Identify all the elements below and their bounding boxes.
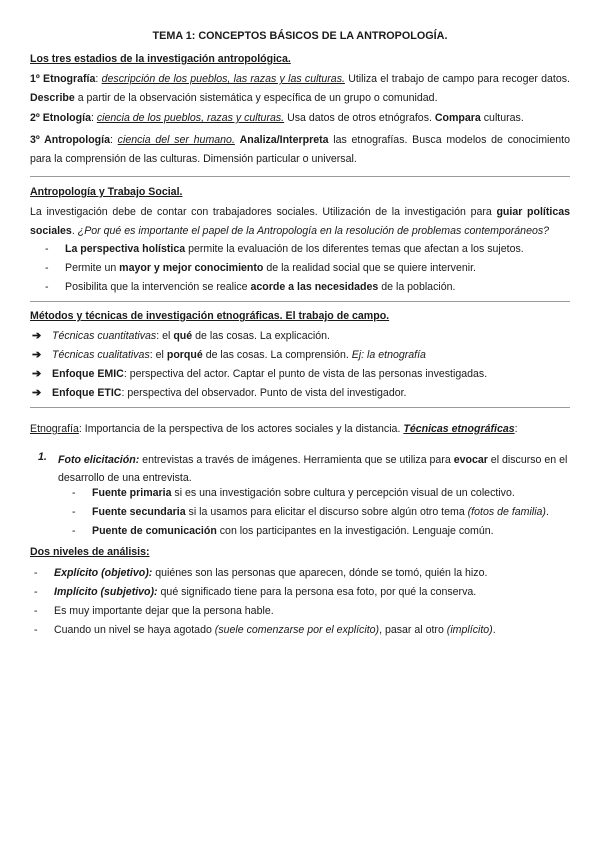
colon: :: [90, 112, 97, 124]
etnologia-definition: ciencia de los pueblos, razas y culturas.: [96, 112, 285, 124]
guiar-politicas-bold: guiar políticas sociales: [30, 206, 570, 237]
dash-marker: -: [45, 281, 49, 293]
etnologia-text-2: culturas.: [480, 112, 524, 124]
item-bold: Puente de comunicación: [92, 525, 217, 537]
item-text: perspectiva del actor. Captar el punto de vista de las personas investigadas.: [126, 368, 488, 380]
item-text: el: [152, 349, 167, 361]
compara-bold: Compara: [434, 112, 481, 124]
colon: :: [156, 330, 160, 342]
paragraph-antropologia: [30, 131, 570, 169]
dash-marker: -: [34, 567, 38, 579]
item-text: si es una investigación sobre cultura y percepción visual de un colectivo.: [171, 487, 515, 499]
section-heading-niveles: Dos niveles de análisis:: [30, 546, 150, 558]
arrow-right-icon: ➔: [32, 368, 42, 380]
colon: :: [149, 349, 153, 361]
item-text: de las cosas. La comprensión.: [202, 349, 352, 361]
item-bold: La perspectiva holística: [65, 243, 186, 255]
list-item: [45, 278, 565, 297]
item-italic: (suele comenzarse por el explícito): [214, 624, 380, 636]
list-item: [45, 240, 565, 259]
trabajo-social-list: [45, 240, 565, 297]
etnografia-definition: descripción de los pueblos, las razas y las culturas.: [101, 73, 345, 85]
item-text: permite la evaluación de los diferentes temas que afectan a los sujetos.: [185, 243, 524, 255]
dot: .: [71, 225, 78, 237]
item-bold-label: Enfoque ETIC: [52, 387, 122, 399]
etnologia-text: Usa datos de otros etnógrafos.: [284, 112, 435, 124]
item-bold: Fuente secundaria: [92, 506, 186, 518]
item-text: si la usamos para elicitar el discurso sobre algún otro tema: [185, 506, 468, 518]
dot: .: [545, 506, 549, 518]
list-item: [32, 327, 552, 346]
item-text: , pasar al otro: [379, 624, 447, 636]
dot: .: [492, 624, 496, 636]
section-heading-trabajo-social: Antropología y Trabajo Social.: [30, 186, 183, 198]
question-italic: ¿Por qué es importante el papel de la Antropología en la resolución de problemas contemporáneos?: [77, 225, 550, 237]
etnografia-text-2: a partir de la observación sistemática y específica de un grupo o comunidad.: [74, 92, 438, 104]
item-text: Permite un: [65, 262, 120, 274]
antropologia-text: las etnografías. Busca modelos de conocimiento para la comprensión de las culturas. Dimensión particular o universal.: [30, 134, 571, 165]
section-heading-metodos: Métodos y técnicas de investigación etnográficas. El trabajo de campo.: [30, 310, 390, 322]
divider: [30, 407, 570, 408]
dash-marker: -: [34, 605, 38, 617]
item-text: de la población.: [378, 281, 456, 293]
item-italic-label: Técnicas cualitativas: [52, 349, 150, 361]
paragraph-etnografia-tecnicas: [30, 420, 570, 439]
list-item: [72, 522, 570, 541]
item-bold: mayor y mejor conocimiento: [119, 262, 264, 274]
dash-marker: -: [45, 262, 49, 274]
trabajo-social-text: La investigación debe de contar con trabajadores sociales. Utilización de la investigación para: [30, 206, 497, 218]
foto-sublist: [72, 484, 570, 541]
antropologia-definition: ciencia del ser humano.: [117, 134, 235, 146]
section-heading-estadios: Los tres estadios de la investigación antropológica.: [30, 53, 291, 65]
colon: :: [121, 387, 125, 399]
dash-marker: -: [34, 586, 38, 598]
analiza-bold: Analiza/Interpreta: [239, 134, 329, 146]
item-bold: qué: [173, 330, 193, 342]
item-text: Cuando un nivel se haya agotado: [54, 624, 215, 636]
colon: :: [514, 423, 518, 435]
list-item: [45, 259, 565, 278]
list-item: [34, 602, 570, 621]
item-text: quiénes son las personas que aparecen, dónde se tomó, quién la hizo.: [152, 567, 488, 579]
dash-marker: -: [72, 487, 76, 499]
item-text: de las cosas. La explicación.: [192, 330, 330, 342]
item-italic: Ej: la etnografía: [351, 349, 426, 361]
item-text: con los participantes en la investigación. Lenguaje común.: [216, 525, 494, 537]
divider: [30, 301, 570, 302]
etnografia-text: : Importancia de la perspectiva de los actores sociales y la distancia.: [78, 423, 404, 435]
item-bold: acorde a las necesidades: [250, 281, 379, 293]
list-item: [32, 365, 552, 384]
describe-bold: Describe: [30, 92, 75, 104]
list-item: [72, 484, 570, 503]
item-text: qué significado tiene para la persona esa foto, por qué la conserva.: [157, 586, 477, 598]
antropologia-label: 3º Antropología: [30, 134, 110, 146]
item-text: de la realidad social que se quiere intervenir.: [263, 262, 476, 274]
etnografia-label: Etnografía: [30, 423, 79, 435]
dash-marker: -: [34, 624, 38, 636]
list-item: [34, 583, 570, 602]
list-item: [34, 621, 570, 640]
foto-label: Foto elicitación:: [58, 454, 140, 466]
page-title: TEMA 1: CONCEPTOS BÁSICOS DE LA ANTROPOLOGÍA.: [152, 30, 448, 42]
item-bold: porqué: [166, 349, 203, 361]
item-bold: Fuente primaria: [92, 487, 172, 499]
arrow-right-icon: ➔: [32, 349, 42, 361]
list-item: [72, 503, 570, 522]
arrow-right-icon: ➔: [32, 387, 42, 399]
colon: :: [110, 134, 118, 146]
item-italic: (fotos de familia): [467, 506, 546, 518]
list-item: [32, 384, 552, 403]
dash-marker: -: [72, 525, 76, 537]
metodos-list: [32, 327, 552, 403]
item-italic: (implícito): [446, 624, 493, 636]
item-text: Es muy importante dejar que la persona hable.: [54, 605, 274, 617]
foto-text-2: el discurso en el desarrollo de una entrevista.: [58, 454, 568, 484]
divider: [30, 176, 570, 177]
dash-marker: -: [72, 506, 76, 518]
etnografia-text: Utiliza el trabajo de campo para recoger datos.: [344, 73, 570, 85]
dash-marker: -: [45, 243, 49, 255]
list-number: 1.: [38, 451, 47, 463]
etnografia-label: 1º Etnografía: [30, 73, 96, 85]
paragraph-trabajo-social: [30, 203, 570, 241]
niveles-list: [34, 564, 570, 640]
colon: :: [95, 73, 99, 85]
colon: :: [123, 368, 127, 380]
item-bold-italic: Explícito (objetivo):: [54, 567, 153, 579]
etnologia-label: 2º Etnología: [30, 112, 91, 124]
tecnicas-etnograficas: Técnicas etnográficas: [403, 423, 515, 435]
paragraph-etnologia: [30, 109, 570, 128]
foto-text: entrevistas a través de imágenes. Herramienta que se utiliza para: [139, 454, 454, 466]
item-text: el: [159, 330, 174, 342]
item-bold-label: Enfoque EMIC: [52, 368, 124, 380]
item-text: perspectiva del observador. Punto de vista del investigador.: [124, 387, 407, 399]
list-item: [34, 564, 570, 583]
item-bold-italic: Implícito (subjetivo):: [54, 586, 158, 598]
paragraph-etnografia: [30, 70, 570, 108]
arrow-right-icon: ➔: [32, 330, 42, 342]
list-item: [32, 346, 552, 365]
item-text: Posibilita que la intervención se realice: [65, 281, 251, 293]
foto-elicitacion-item: [58, 451, 570, 487]
evocar-bold: evocar: [453, 454, 488, 466]
item-italic-label: Técnicas cuantitativas: [52, 330, 157, 342]
